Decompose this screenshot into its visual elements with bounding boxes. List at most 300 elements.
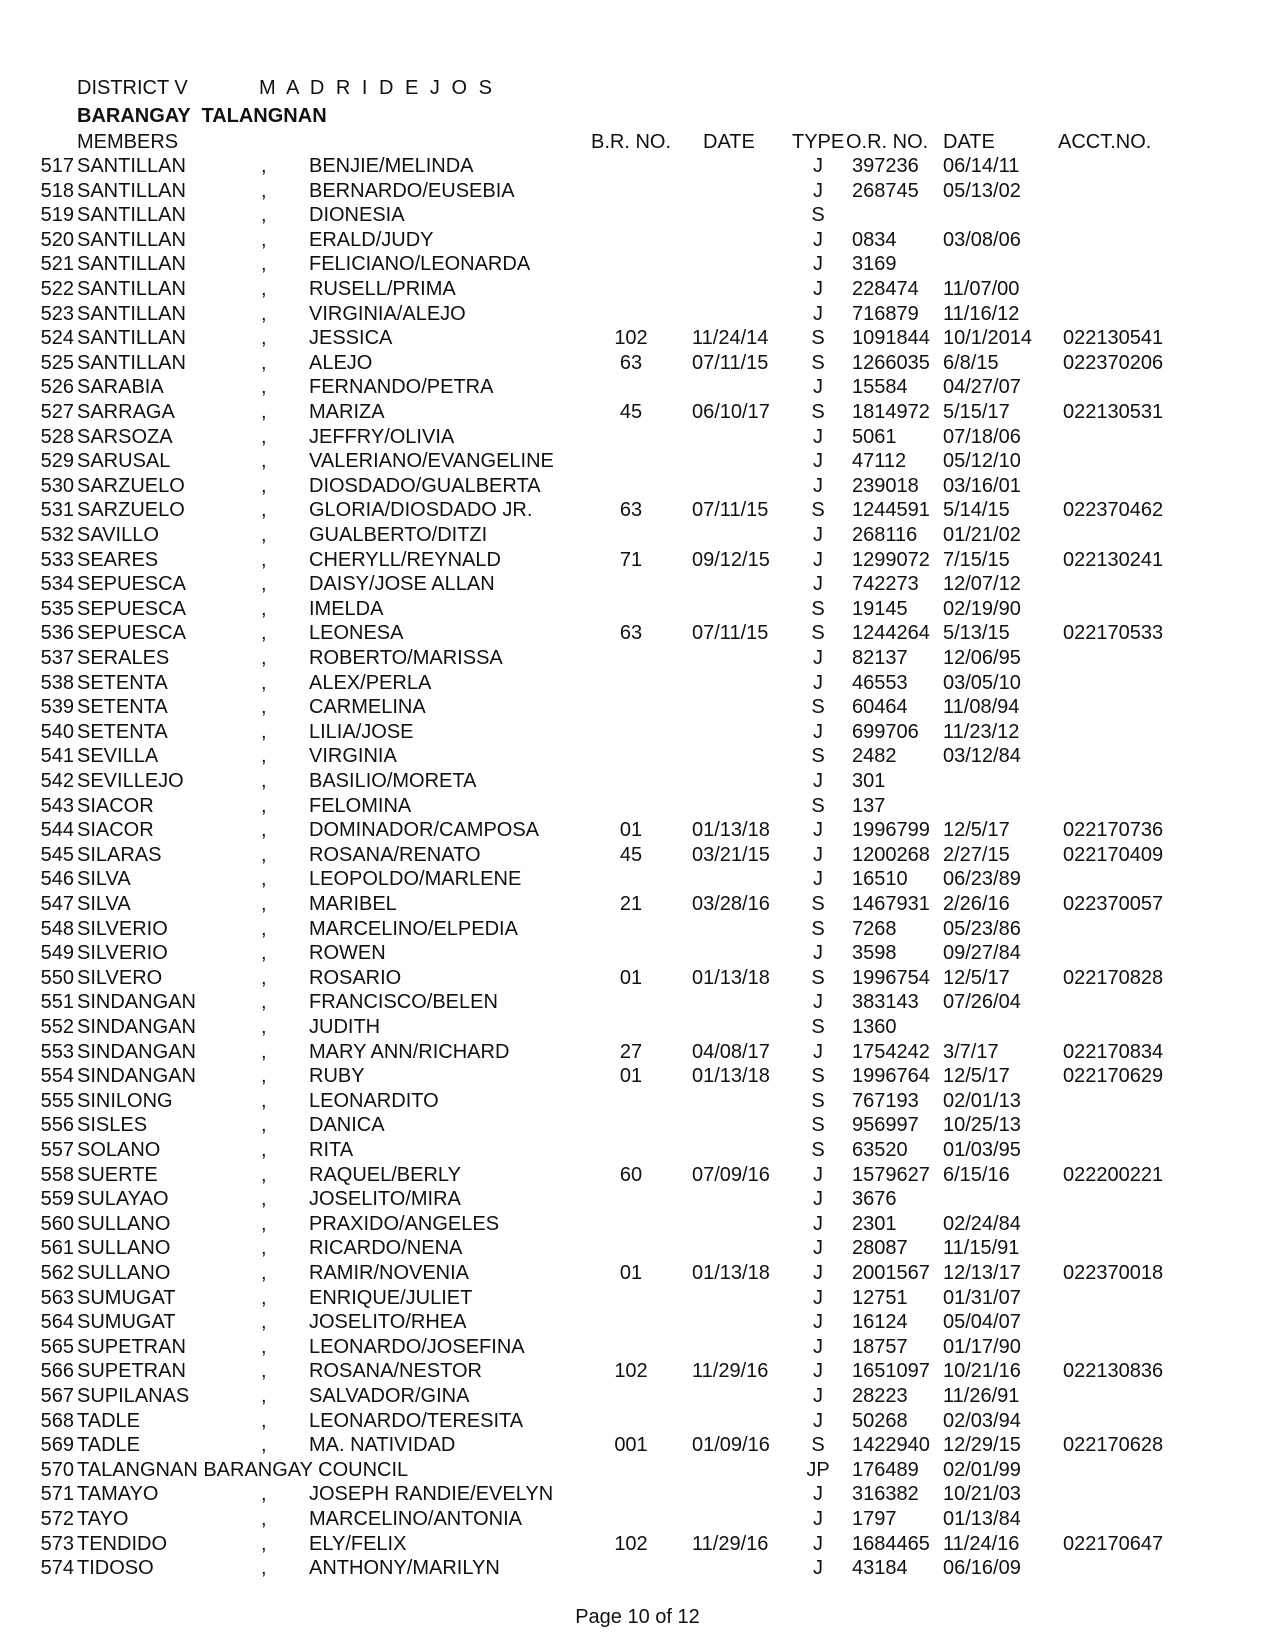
table-row (0, 1409, 1275, 1434)
row-type: S (811, 499, 825, 522)
row-surname: SULLANO (77, 1237, 171, 1260)
table-row (0, 1040, 1275, 1065)
row-comma: , (261, 671, 267, 694)
row-number: 525 (40, 351, 74, 374)
row-or-date: 10/21/03 (943, 1483, 1021, 1506)
row-or-date: 10/1/2014 (943, 327, 1032, 350)
row-or-no: 2001567 (852, 1262, 930, 1284)
row-br-date: 01/13/18 (692, 1065, 770, 1088)
row-or-no: 46553 (852, 671, 908, 694)
table-row (0, 843, 1275, 868)
row-number: 538 (40, 671, 74, 694)
row-or-date: 12/07/12 (943, 573, 1021, 596)
row-comma: , (261, 942, 267, 965)
row-given-names: LEOPOLDO/MARLENE (309, 868, 522, 891)
row-or-date: 6/8/15 (943, 351, 999, 374)
row-type: J (813, 671, 823, 694)
row-or-no: 268116 (852, 524, 918, 546)
row-or-date: 01/21/02 (943, 524, 1021, 546)
row-given-names: MARIBEL (309, 893, 397, 915)
row-number: 524 (40, 327, 74, 350)
row-or-no: 956997 (852, 1114, 919, 1137)
row-surname: SILVA (77, 868, 131, 891)
row-number: 548 (40, 917, 74, 940)
row-or-no: 1200268 (852, 843, 930, 866)
row-type: J (813, 1532, 823, 1555)
row-surname: SERALES (77, 647, 170, 669)
table-row (0, 1556, 1275, 1581)
row-surname: SETENTA (77, 696, 168, 719)
row-given-names: LEONESA (309, 622, 404, 645)
row-comma: , (261, 868, 267, 891)
row-br-no: 01 (619, 1065, 643, 1088)
table-row (0, 744, 1275, 769)
row-number: 533 (40, 548, 74, 571)
row-type: J (813, 450, 823, 473)
row-number: 564 (40, 1311, 74, 1334)
row-given-names: JOSEPH RANDIE/EVELYN (309, 1483, 554, 1506)
row-given-names: LEONARDITO (309, 1089, 439, 1112)
municipality-label: M A D R I D E J O S (259, 77, 495, 99)
row-type: S (811, 893, 825, 915)
row-given-names: BASILIO/MORETA (309, 770, 477, 792)
row-or-no: 28223 (852, 1385, 908, 1407)
row-surname: TADLE (77, 1409, 140, 1432)
row-or-no: 12751 (852, 1286, 908, 1309)
table-row (0, 720, 1275, 745)
row-type: J (813, 991, 823, 1014)
row-br-no: 102 (614, 1532, 648, 1555)
table-row (0, 769, 1275, 794)
row-type: J (813, 573, 823, 596)
table-row (0, 1482, 1275, 1507)
row-or-date: 10/25/13 (943, 1114, 1021, 1137)
row-or-date: 06/14/11 (943, 155, 1020, 177)
row-or-no: 383143 (852, 991, 919, 1014)
row-or-no: 3598 (852, 942, 897, 965)
row-or-date: 05/13/02 (943, 179, 1021, 202)
row-comma: , (261, 524, 267, 546)
row-acct-no: 022170647 (1063, 1532, 1164, 1555)
table-row (0, 498, 1275, 523)
row-number: 532 (40, 524, 74, 546)
row-number: 517 (40, 155, 74, 177)
row-type: J (813, 1286, 823, 1309)
row-number: 520 (40, 228, 74, 251)
district-label: DISTRICT V (77, 77, 188, 99)
row-number: 560 (40, 1212, 74, 1235)
row-comma: , (261, 1114, 267, 1137)
row-type: J (813, 1262, 823, 1284)
row-number: 535 (40, 597, 74, 620)
row-comma: , (261, 1262, 267, 1284)
row-br-no: 102 (614, 327, 648, 350)
table-row (0, 990, 1275, 1015)
row-number: 529 (40, 450, 74, 473)
row-br-no: 27 (619, 1040, 643, 1063)
row-given-names: ROSANA/NESTOR (309, 1360, 482, 1383)
row-type: S (811, 327, 825, 350)
row-surname: SULAYAO (77, 1188, 169, 1211)
row-number: 547 (40, 893, 74, 915)
row-or-no: 1244264 (852, 622, 930, 645)
row-br-date: 11/24/14 (692, 327, 769, 350)
row-acct-no: 022130836 (1063, 1360, 1164, 1383)
col-header-or-date: DATE (943, 131, 995, 153)
row-or-date: 12/5/17 (943, 1065, 1010, 1088)
row-or-date: 12/5/17 (943, 966, 1010, 989)
row-br-date: 01/13/18 (692, 1262, 770, 1284)
row-or-no: 2482 (852, 745, 897, 768)
row-br-date: 07/09/16 (692, 1163, 770, 1186)
row-given-names: FELICIANO/LEONARDA (309, 253, 531, 276)
row-or-date: 02/01/99 (943, 1458, 1021, 1481)
row-surname: SUPETRAN (77, 1360, 186, 1383)
row-given-names: JESSICA (309, 327, 393, 350)
row-type: J (813, 179, 823, 202)
row-or-no: 3676 (852, 1188, 897, 1211)
table-row (0, 1286, 1275, 1311)
row-comma: , (261, 1286, 267, 1309)
row-comma: , (261, 1089, 267, 1112)
row-type: J (813, 819, 823, 842)
row-type: J (813, 1335, 823, 1358)
row-comma: , (261, 376, 267, 399)
row-number: 552 (40, 1016, 74, 1038)
row-given-names: RICARDO/NENA (309, 1237, 463, 1260)
row-comma: , (261, 1065, 267, 1088)
table-row (0, 228, 1275, 253)
row-br-no: 63 (619, 622, 643, 645)
row-or-no: 1091844 (852, 327, 930, 350)
row-surname: SANTILLAN (77, 278, 186, 300)
row-comma: , (261, 1434, 267, 1457)
row-number: 558 (40, 1163, 74, 1186)
row-type: J (813, 1557, 823, 1580)
row-comma: , (261, 1557, 267, 1580)
row-type: J (813, 1212, 823, 1235)
row-surname: SINDANGAN (77, 1040, 196, 1063)
table-row (0, 179, 1275, 204)
row-comma: , (261, 770, 267, 792)
row-br-date: 03/28/16 (692, 893, 770, 915)
page-number: Page 10 of 12 (575, 1606, 700, 1628)
row-br-no: 63 (619, 351, 643, 374)
row-number: 521 (40, 253, 74, 276)
row-given-names: DIOSDADO/GUALBERTA (309, 474, 541, 497)
row-surname: SANTILLAN (77, 179, 186, 202)
row-or-no: 3169 (852, 253, 897, 276)
barangay-title: BARANGAY TALANGNAN (77, 105, 327, 127)
table-row (0, 818, 1275, 843)
table-row (0, 1212, 1275, 1237)
row-surname: SIACOR (77, 794, 154, 817)
row-comma: , (261, 1188, 267, 1211)
row-type: J (813, 647, 823, 669)
row-or-no: 1266035 (852, 351, 930, 374)
table-row (0, 1335, 1275, 1360)
row-given-names: ERALD/JUDY (309, 228, 434, 251)
row-or-date: 5/15/17 (943, 401, 1010, 423)
row-number: 574 (40, 1557, 74, 1580)
row-surname: SUERTE (77, 1163, 158, 1186)
row-acct-no: 022130241 (1063, 548, 1164, 571)
row-given-names: LEONARDO/TERESITA (309, 1409, 524, 1432)
table-row (0, 154, 1275, 179)
row-surname: SILVERIO (77, 942, 168, 965)
table-row (0, 646, 1275, 671)
row-surname: SEVILLEJO (77, 770, 184, 792)
row-surname: SANTILLAN (77, 351, 186, 374)
row-number: 568 (40, 1409, 74, 1432)
row-number: 555 (40, 1089, 74, 1112)
row-comma: , (261, 1335, 267, 1358)
row-surname: SISLES (77, 1114, 148, 1137)
row-number: 573 (40, 1532, 74, 1555)
row-or-date: 02/19/90 (943, 597, 1021, 620)
row-given-names: VALERIANO/EVANGELINE (309, 450, 554, 473)
row-comma: , (261, 1508, 267, 1530)
row-comma: , (261, 991, 267, 1014)
row-or-no: 1579627 (852, 1163, 930, 1186)
table-row (0, 1507, 1275, 1532)
row-comma: , (261, 155, 267, 177)
row-or-no: 699706 (852, 720, 919, 743)
table-row (0, 867, 1275, 892)
row-surname: SARABIA (77, 376, 164, 399)
row-or-date: 3/7/17 (943, 1040, 999, 1063)
row-type: S (811, 696, 825, 719)
row-given-names: ROSARIO (309, 966, 402, 989)
row-surname: SINILONG (77, 1089, 173, 1112)
row-surname: SILVA (77, 893, 131, 915)
row-given-names: VIRGINIA (309, 745, 397, 768)
row-comma: , (261, 720, 267, 743)
row-given-names: ALEX/PERLA (309, 671, 432, 694)
row-surname: SETENTA (77, 671, 168, 694)
row-surname: SARUSAL (77, 450, 171, 473)
row-type: J (813, 868, 823, 891)
row-given-names: MARCELINO/ELPEDIA (309, 917, 518, 940)
table-row (0, 1532, 1275, 1557)
row-surname: SIACOR (77, 819, 154, 842)
row-or-no: 50268 (852, 1409, 908, 1432)
row-or-no: 767193 (852, 1089, 919, 1112)
row-type: S (811, 1016, 825, 1038)
row-acct-no: 022370057 (1063, 893, 1164, 915)
table-row (0, 941, 1275, 966)
row-type: J (813, 1508, 823, 1530)
row-surname: SAVILLO (77, 524, 159, 546)
row-number: 571 (40, 1483, 74, 1506)
row-type: J (813, 228, 823, 251)
row-surname: SINDANGAN (77, 1016, 196, 1038)
row-given-names: DIONESIA (309, 204, 405, 227)
row-acct-no: 022130541 (1063, 327, 1164, 350)
row-comma: , (261, 893, 267, 915)
row-comma: , (261, 597, 267, 620)
row-surname: TAYO (77, 1508, 129, 1530)
row-or-date: 01/17/90 (943, 1335, 1021, 1358)
row-given-names: JOSELITO/MIRA (309, 1188, 461, 1211)
row-given-names: ENRIQUE/JULIET (309, 1286, 473, 1309)
table-row (0, 621, 1275, 646)
row-comma: , (261, 1212, 267, 1235)
row-given-names: MARY ANN/RICHARD (309, 1040, 510, 1063)
row-or-no: 1360 (852, 1016, 897, 1038)
row-number: 523 (40, 302, 74, 325)
row-surname: SINDANGAN (77, 1065, 196, 1088)
row-or-no: 239018 (852, 474, 919, 497)
row-given-names: VIRGINIA/ALEJO (309, 302, 466, 325)
row-surname: SANTILLAN (77, 302, 186, 325)
row-or-no: 397236 (852, 155, 919, 177)
row-comma: , (261, 474, 267, 497)
row-type: J (813, 1163, 823, 1186)
row-given-names: LEONARDO/JOSEFINA (309, 1335, 525, 1358)
row-surname: SILVERO (77, 966, 163, 989)
table-row (0, 892, 1275, 917)
row-acct-no: 022170409 (1063, 843, 1164, 866)
row-surname: SINDANGAN (77, 991, 196, 1014)
row-type: JP (806, 1458, 830, 1481)
row-comma: , (261, 278, 267, 300)
row-number: 539 (40, 696, 74, 719)
row-br-no: 71 (619, 548, 643, 571)
row-or-no: 1996754 (852, 966, 930, 989)
row-number: 544 (40, 819, 74, 842)
row-or-date: 02/03/94 (943, 1409, 1021, 1432)
row-or-date: 11/08/94 (943, 696, 1020, 719)
row-or-no: 1797 (852, 1508, 897, 1530)
row-or-no: 742273 (852, 573, 919, 596)
row-acct-no: 022170628 (1063, 1434, 1164, 1457)
row-comma: , (261, 302, 267, 325)
row-number: 541 (40, 745, 74, 768)
row-number: 537 (40, 647, 74, 669)
row-surname: SEPUESCA (77, 597, 186, 620)
row-number: 556 (40, 1114, 74, 1137)
row-or-no: 16510 (852, 868, 908, 891)
row-surname: SARSOZA (77, 425, 173, 448)
row-surname: SEARES (77, 548, 159, 571)
row-type: J (813, 524, 823, 546)
row-or-no: 1244591 (852, 499, 930, 522)
row-or-no: 228474 (852, 278, 919, 300)
row-or-no: 1754242 (852, 1040, 930, 1063)
row-given-names: BERNARDO/EUSEBIA (309, 179, 515, 202)
row-given-names: CARMELINA (309, 696, 426, 719)
row-or-date: 5/14/15 (943, 499, 1010, 522)
row-comma: , (261, 622, 267, 645)
row-surname: SUPILANAS (77, 1385, 190, 1407)
row-type: J (813, 942, 823, 965)
col-header-type: TYPE (792, 131, 845, 153)
table-row (0, 351, 1275, 376)
row-surname: SANTILLAN (77, 155, 186, 177)
table-row (0, 671, 1275, 696)
row-given-names: JUDITH (309, 1016, 381, 1038)
row-br-date: 06/10/17 (692, 401, 770, 423)
table-row (0, 1236, 1275, 1261)
row-surname: SANTILLAN (77, 204, 186, 227)
row-or-date: 06/16/09 (943, 1557, 1021, 1580)
row-given-names: PRAXIDO/ANGELES (309, 1212, 500, 1235)
row-or-date: 10/21/16 (943, 1360, 1021, 1383)
table-row (0, 302, 1275, 327)
table-row (0, 548, 1275, 573)
row-type: J (813, 474, 823, 497)
row-number: 536 (40, 622, 74, 645)
row-surname: TALANGNAN BARANGAY COUNCIL (77, 1458, 409, 1481)
row-number: 561 (40, 1237, 74, 1260)
row-or-no: 1996764 (852, 1065, 930, 1088)
row-br-no: 102 (614, 1360, 648, 1383)
row-comma: , (261, 401, 267, 423)
row-br-no: 63 (619, 499, 643, 522)
row-comma: , (261, 917, 267, 940)
row-or-no: 7268 (852, 917, 897, 940)
row-or-no: 1299072 (852, 548, 930, 571)
row-number: 530 (40, 474, 74, 497)
row-given-names: MARIZA (309, 401, 385, 423)
row-given-names: SALVADOR/GINA (309, 1385, 470, 1407)
row-acct-no: 022170533 (1063, 622, 1164, 645)
table-row (0, 203, 1275, 228)
table-row (0, 1163, 1275, 1188)
row-comma: , (261, 327, 267, 350)
row-br-no: 01 (619, 1262, 643, 1284)
row-br-date: 07/11/15 (692, 622, 769, 645)
table-row (0, 1458, 1275, 1483)
row-acct-no: 022130531 (1063, 401, 1164, 423)
row-number: 526 (40, 376, 74, 399)
row-given-names: ROSANA/RENATO (309, 843, 481, 866)
row-comma: , (261, 1237, 267, 1260)
row-or-date: 12/13/17 (943, 1262, 1021, 1284)
row-type: J (813, 1385, 823, 1407)
row-br-date: 04/08/17 (692, 1040, 770, 1063)
row-or-date: 5/13/15 (943, 622, 1010, 645)
row-or-date: 12/29/15 (943, 1434, 1021, 1457)
row-given-names: RITA (309, 1139, 354, 1161)
row-type: S (811, 597, 825, 620)
row-given-names: DANICA (309, 1114, 385, 1137)
table-row (0, 1187, 1275, 1212)
row-or-no: 60464 (852, 696, 908, 719)
row-type: J (813, 1409, 823, 1432)
row-number: 553 (40, 1040, 74, 1063)
row-number: 528 (40, 425, 74, 448)
row-or-date: 2/26/16 (943, 893, 1010, 915)
row-number: 559 (40, 1188, 74, 1211)
row-given-names: ANTHONY/MARILYN (309, 1557, 500, 1580)
row-br-date: 11/29/16 (692, 1360, 769, 1383)
row-or-date: 01/03/95 (943, 1139, 1021, 1161)
row-type: J (813, 425, 823, 448)
row-or-no: 63520 (852, 1139, 908, 1161)
row-or-date: 11/16/12 (943, 302, 1020, 325)
table-row (0, 523, 1275, 548)
row-or-date: 6/15/16 (943, 1163, 1010, 1186)
row-comma: , (261, 253, 267, 276)
row-or-date: 02/24/84 (943, 1212, 1021, 1235)
table-row (0, 1310, 1275, 1335)
row-given-names: JOSELITO/RHEA (309, 1311, 467, 1334)
table-row (0, 1433, 1275, 1458)
row-comma: , (261, 351, 267, 374)
row-type: S (811, 622, 825, 645)
